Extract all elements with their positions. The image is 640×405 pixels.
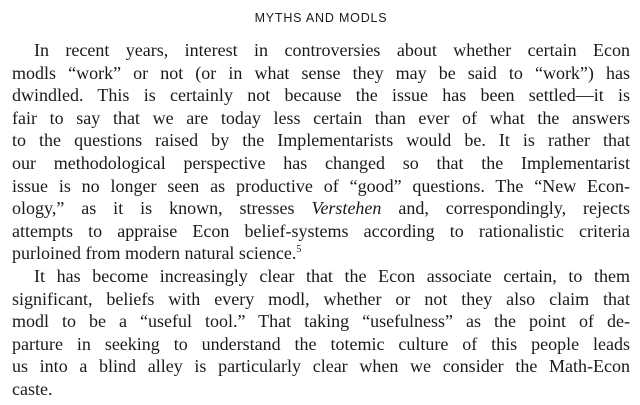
text-line: our methodological perspective has changed so that the Implementarist [12, 152, 630, 173]
text-line: In recent years, interest in controversies about whether certain Econ [34, 40, 630, 60]
text-line: to the questions raised by the Implementarists would be. It is rather that [12, 130, 630, 151]
running-head: MYTHS AND MODLS [254, 11, 388, 25]
text-run: purloined from modern natural science. [12, 243, 297, 264]
text-line: dwindled. This is certainly not because the issue has been settled—it is [12, 85, 630, 106]
text-line: issue is no longer seen as productive of “good” questions. The “New Econ- [12, 175, 630, 196]
text-run: and, correspondingly, rejects [381, 198, 630, 219]
text-line: It has become increasingly clear that the Econ associate certain, to them [34, 265, 630, 286]
text-line: significant, beliefs with every modl, whether or not they also claim that [12, 288, 630, 309]
text-line: fair to say that we are today less certain than ever of what the answers [12, 107, 630, 128]
text-line: caste. [12, 378, 53, 399]
text-line [12, 242, 630, 265]
text-line: modl to be a “useful tool.” That taking “usefulness” as the point of de- [12, 311, 630, 332]
paragraph-2 [12, 265, 630, 401]
text-line [12, 197, 630, 220]
text-run: ology,” as it is known, stresses [12, 198, 312, 219]
text-line: us into a blind alley is particularly clear when we consider the Math-Econ [12, 356, 630, 377]
footnote-marker: 5 [296, 244, 302, 256]
paragraph-1 [12, 39, 630, 265]
text-line: parture in seeking to understand the totemic culture of this people leads [12, 333, 630, 354]
text-line: attempts to appraise Econ belief-systems according to rationalistic criteria [12, 220, 630, 241]
italic-term: Verstehen [311, 198, 382, 219]
text-line: modls “work” or not (or in what sense they may be said to “work”) has [12, 62, 630, 83]
